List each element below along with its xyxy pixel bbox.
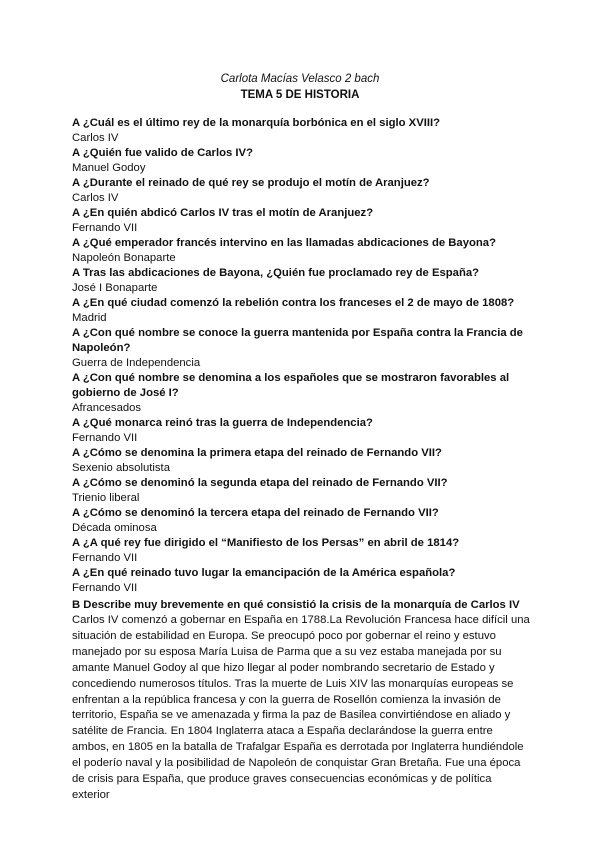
qa-item [72, 236, 532, 266]
document-title: TEMA 5 DE HISTORIA [240, 89, 360, 101]
qa-item [72, 446, 532, 476]
question: A ¿Qué monarca reinó tras la guerra de Independencia? [72, 417, 373, 429]
question: A ¿En qué reinado tuvo lugar la emancipación de la América española? [72, 567, 456, 579]
qa-item [72, 506, 532, 536]
qa-item [72, 296, 532, 326]
answer: Fernando VII [72, 552, 138, 564]
question: A ¿Cómo se denomina la primera etapa del reinado de Fernando VII? [72, 447, 442, 459]
question: A ¿En qué ciudad comenzó la rebelión contra los franceses el 2 de mayo de 1808? [72, 297, 515, 309]
answer: Carlos IV [72, 132, 119, 144]
answer: Fernando VII [72, 432, 138, 444]
qa-item [72, 206, 532, 236]
question: A ¿Qué emperador francés intervino en las llamadas abdicaciones de Bayona? [72, 237, 496, 249]
question: A ¿Cómo se denominó la segunda etapa del reinado de Fernando VII? [72, 477, 448, 489]
answer: Carlos IV [72, 192, 119, 204]
answer: José I Bonaparte [72, 282, 158, 294]
qa-item [72, 116, 532, 146]
answer: Sexenio absolutista [72, 462, 170, 474]
author-line: Carlota Macías Velasco 2 bach [220, 73, 380, 85]
qa-item [72, 371, 532, 416]
question: A ¿Quién fue valido de Carlos IV? [72, 147, 253, 159]
section-b-heading: B Describe muy brevemente en qué consistió la crisis de la monarquía de Carlos IV [72, 599, 520, 611]
answer: Fernando VII [72, 222, 138, 234]
question: A Tras las abdicaciones de Bayona, ¿Quién fue proclamado rey de España? [72, 267, 480, 279]
qa-item [72, 146, 532, 176]
question: A ¿En quién abdicó Carlos IV tras el motín de Aranjuez? [72, 207, 374, 219]
section-a-questions [72, 116, 532, 596]
answer: Manuel Godoy [72, 162, 146, 174]
qa-item [72, 416, 532, 446]
question: A ¿Cuál es el último rey de la monarquía borbónica en el siglo XVIII? [72, 117, 441, 129]
answer: Década ominosa [72, 522, 157, 534]
qa-item [72, 326, 532, 371]
answer: Trienio liberal [72, 492, 140, 504]
answer: Fernando VII [72, 582, 138, 594]
question: A ¿Cómo se denominó la tercera etapa del reinado de Fernando VII? [72, 507, 439, 519]
section-b [72, 598, 532, 804]
qa-item [72, 176, 532, 206]
qa-item [72, 476, 532, 506]
question: A ¿Con qué nombre se conoce la guerra mantenida por España contra la Francia de Napoleón? [72, 327, 523, 354]
question: A ¿Durante el reinado de qué rey se produjo el motín de Aranjuez? [72, 177, 430, 189]
qa-item [72, 566, 532, 596]
answer: Guerra de Independencia [72, 357, 201, 369]
answer: Napoleón Bonaparte [72, 252, 176, 264]
question: A ¿A qué rey fue dirigido el “Manifiesto de los Persas” en abril de 1814? [72, 537, 460, 549]
answer: Afrancesados [72, 402, 142, 414]
section-b-body: Carlos IV comenzó a gobernar en España en 1788.La Revolución Francesa hace difícil una situación de estabilidad en Europa. Se preocupó poco por gobernar el reino y estuvo manejado por su esposa María Luisa de Parma que a su vez estaba manejada por su amante Manuel Godoy al que hizo llegar al poder nombrando secretario de Estado y concediendo numerosos títulos. Tras la muerte de Luis XIV las monarquías europeas se enfrentan a la república francesa y con la guerra de Rosellón comienza la invasión de territorio, España se ve amenazada y firma la paz de Basilea convirtiéndose en aliado y satélite de Francia. En 1804 Inglaterra ataca a España declarándose la guerra entre ambos, en 1805 en la batalla de Trafalgar España es derrotada por Inglaterra hundiéndole el poderío naval y la posibilidad de Napoleón de conquistar Gran Bretaña. Fue una época de crisis para España, que produce graves consecuencias económicas y de política exterior [72, 614, 530, 801]
question: A ¿Con qué nombre se denomina a los españoles que se mostraron favorables al gobierno de José I? [72, 372, 510, 399]
answer: Madrid [72, 312, 107, 324]
qa-item [72, 266, 532, 296]
qa-item [72, 536, 532, 566]
